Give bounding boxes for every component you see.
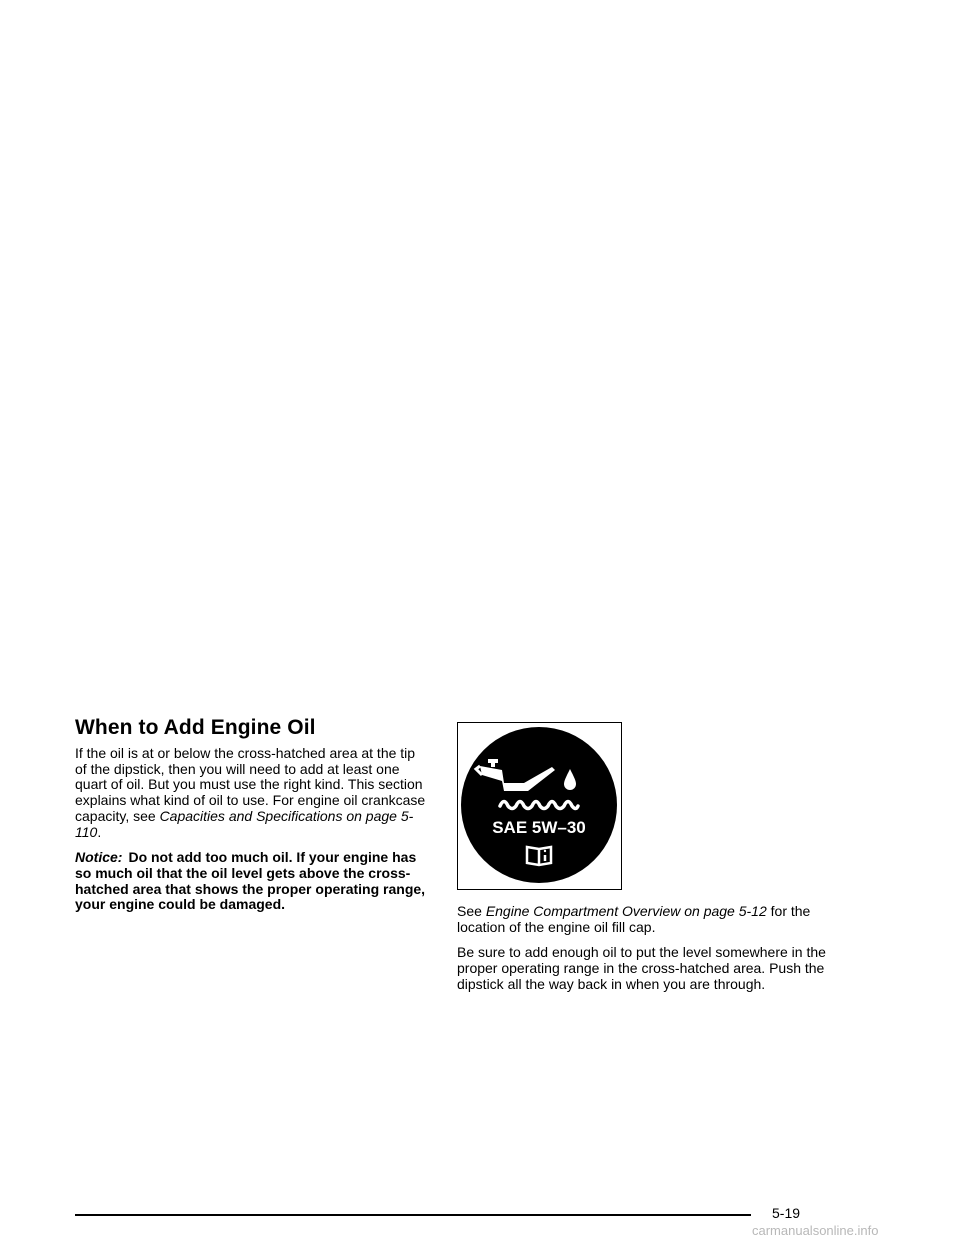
fill-cap-paragraph: See Engine Compartment Overview on page 5-12 for the location of the engine oil fill cap.	[457, 903, 811, 935]
oil-grade-label: SAE 5W–30	[492, 818, 586, 837]
intro-paragraph: If the oil is at or below the cross-hatched area at the tip of the dipstick, then you will need to add at least one quart of oil. But you must use the right kind. This section explains what kind of oil to use. For engine oil crankcase capacity, see Capacities and Specifications on page 5-110.	[75, 745, 426, 840]
section-title: When to Add Engine Oil	[75, 716, 316, 739]
left-column	[75, 746, 430, 923]
right-column	[457, 904, 827, 1003]
oil-cap-illustration	[458, 723, 620, 888]
notice-paragraph	[75, 850, 430, 913]
add-oil-paragraph: Be sure to add enough oil to put the level somewhere in the proper operating range in the cross-hatched area. Push the dipstick all the way back in when you are through.	[457, 944, 826, 992]
notice-label: Notice:	[75, 849, 123, 866]
engine-compartment-link[interactable]: Engine Compartment Overview on page 5-12	[485, 903, 767, 919]
footer-rule	[75, 1214, 751, 1216]
oil-cap-figure	[457, 722, 622, 890]
notice-text: Do not add too much oil. If your engine has so much oil that the oil level gets above the cross-hatched area that shows the proper operating range, your engine could be damaged.	[75, 849, 426, 913]
watermark: carmanualsonline.info	[752, 1223, 879, 1238]
page-number: 5-19	[772, 1205, 801, 1221]
capacities-link[interactable]: Capacities and Specifications on page 5-110	[75, 807, 414, 840]
